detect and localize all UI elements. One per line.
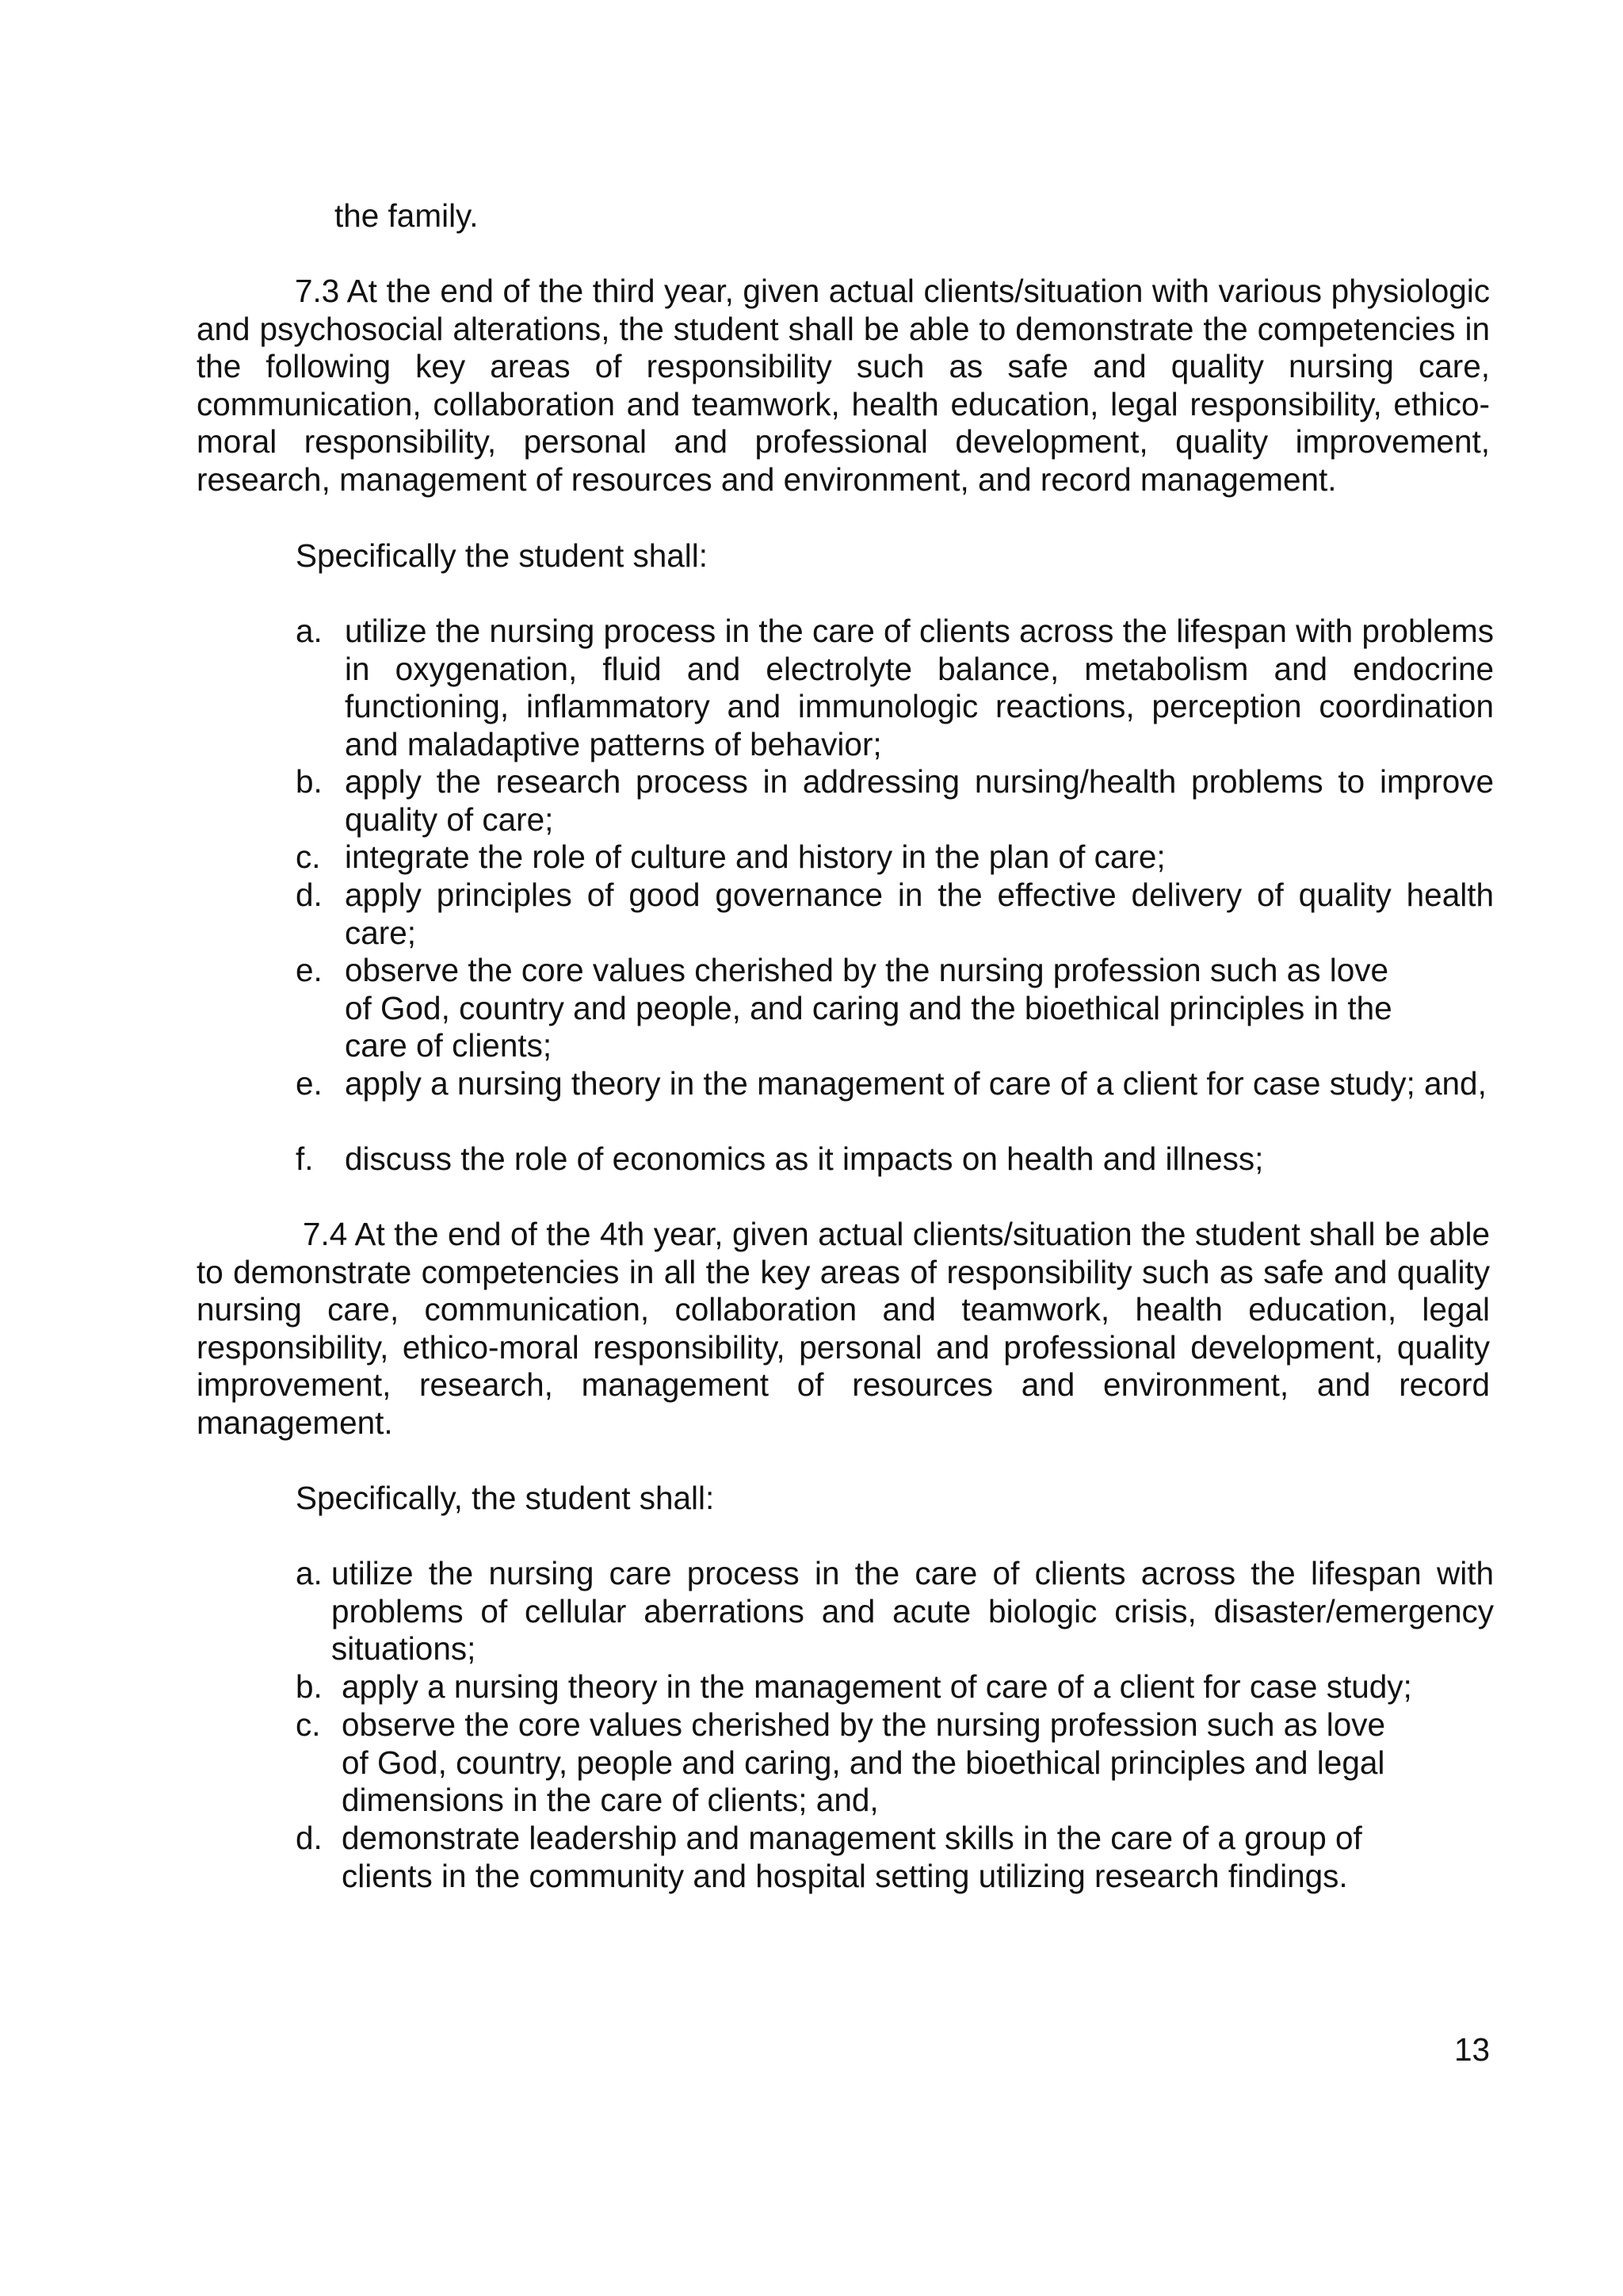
list-item-text: apply a nursing theory in the management of care of a client for case study; [342,1668,1412,1705]
continuation-text: the family. [334,197,479,234]
list-marker: a. [296,613,323,649]
page-number: 13 [1453,2031,1490,2068]
list-item-text: utilize the nursing care process in the care of clients across the lifespan with problems of cellular aberrations and acute biologic crisis, disaster/emergency situations; [331,1555,1494,1668]
list-item-text: utilize the nursing process in the care of clients across the lifespan with problems in oxygenation, fluid and electrolyte balance, metabolism and endocrine functioning, inflammatory and immunologic reactions, perception coordination and maladaptive patterns of behavior; [345,613,1494,762]
list-item-text: observe the core values cherished by the nursing profession such as love of God, country and people, and caring and the bioethical principles in the care of clients; [345,952,1392,1064]
list-marker: b. [296,1668,323,1705]
list-marker: c. [296,1706,321,1743]
section-7-3-intro: Specifically the student shall: [296,537,708,574]
list-marker: d. [296,877,323,913]
list-marker: e. [296,1065,323,1102]
list-marker: e. [296,952,323,988]
list-item-text: demonstrate leadership and management skills in the care of a group of clients in the community and hospital setting utilizing research findings. [342,1820,1362,1894]
list-marker: d. [296,1820,323,1856]
list-marker: c. [296,839,321,875]
list-item-text: apply a nursing theory in the management of care of a client for case study; and, [345,1065,1487,1102]
section-7-3-paragraph: 7.3 At the end of the third year, given actual clients/situation with various physiologic and psychosocial alterations, the student shall be able to demonstrate the competencies in the following key areas of responsibility such as safe and quality nursing care, communication, collaboration and teamwork, health education, legal responsibility, ethico-moral responsibility, personal and professional development, quality improvement, research, management of resources and environment, and record management. [197,273,1490,498]
list-item-text: observe the core values cherished by the nursing profession such as love of God, country, people and caring, and the bioethical principles and legal dimensions in the care of clients; and, [342,1706,1386,1819]
section-7-4-intro: Specifically, the student shall: [296,1480,715,1516]
list-marker: b. [296,763,323,800]
list-item-text: integrate the role of culture and history in the plan of care; [345,839,1166,875]
list-item-text: apply the research process in addressing nursing/health problems to improve quality of care; [345,763,1494,838]
section-7-4-paragraph: 7.4 At the end of the 4th year, given actual clients/situation the student shall be able to demonstrate competencies in all the key areas of responsibility such as safe and quality nursing care, communication, collaboration and teamwork, health education, legal responsibility, ethico-moral responsibility, personal and professional development, quality improvement, research, management of resources and environment, and record management. [197,1216,1490,1441]
list-marker: a. [296,1555,323,1591]
list-item-text: apply principles of good governance in the effective delivery of quality health care; [345,877,1494,951]
list-marker: f. [296,1140,314,1177]
list-item-text: discuss the role of economics as it impacts on health and illness; [345,1140,1264,1177]
